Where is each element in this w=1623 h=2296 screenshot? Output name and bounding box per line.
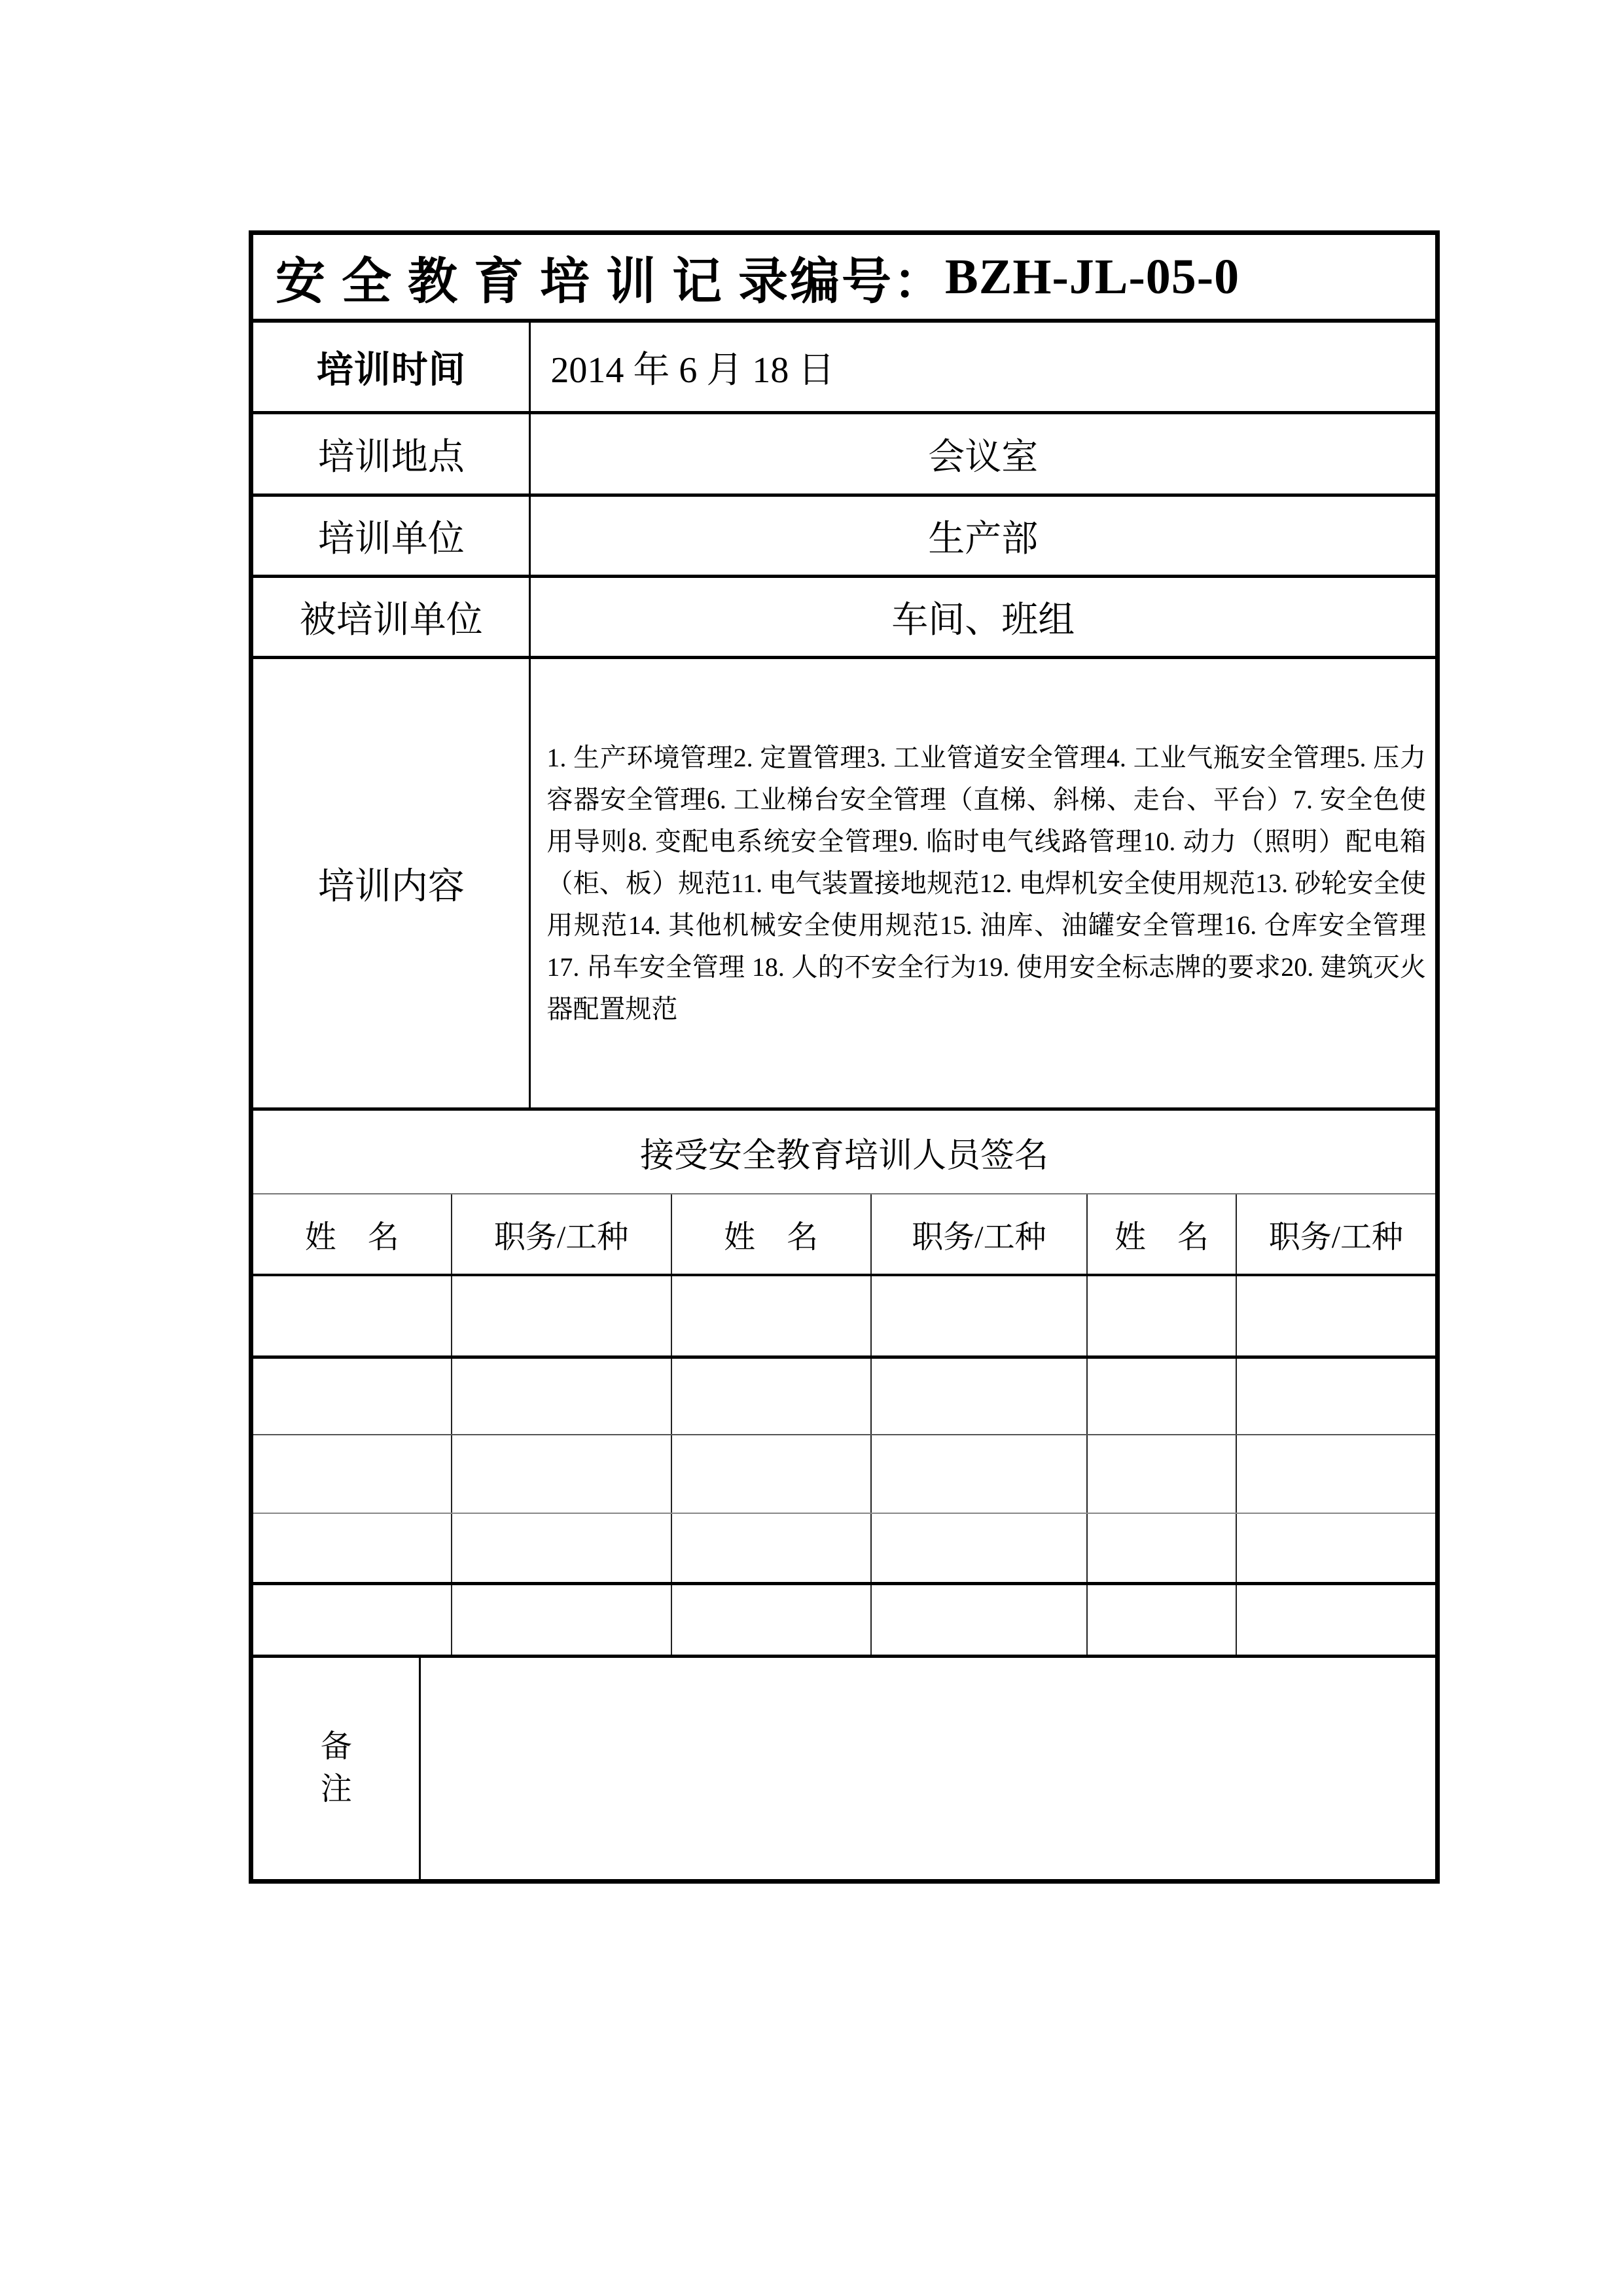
signature-cell [1086, 1276, 1236, 1355]
signature-cell [1086, 1585, 1236, 1655]
signature-cell [451, 1276, 671, 1355]
record-number-label: 编号： [790, 254, 945, 310]
signature-cell [1236, 1514, 1435, 1582]
signature-cell [253, 1585, 451, 1655]
signature-cell [870, 1435, 1086, 1513]
training-unit-value: 生产部 [928, 518, 1039, 560]
training-unit-row [253, 497, 1435, 578]
signature-empty-row [253, 1276, 1435, 1359]
signature-cell [671, 1276, 870, 1355]
training-time-label: 培训时间 [253, 323, 531, 411]
signature-cell [253, 1359, 451, 1434]
training-record-table [249, 230, 1440, 1884]
col-header-role-2: 职务/工种 [870, 1194, 1086, 1274]
signature-cell [671, 1585, 870, 1655]
signature-cell [671, 1514, 870, 1582]
training-content-text: 1. 生产环境管理2. 定置管理3. 工业管道安全管理4. 工业气瓶安全管理5. 压力容器安全管理6. 工业梯台安全管理（直梯、斜梯、走台、平台）7. 安全色使用导则8. 变配电系统安全管理9. 临时电气线路管理10. 动力（照明）配电箱（柜、板）规范11. 电气装置接地规范12. 电焊机安全使用规范13. 砂轮安全使用规范14. 其他机械安全使用规范15. 油库、油罐安全管理16. 仓库安全管理17. 吊车安全管理 18. 人的不安全行为19. 使用安全标志牌的要求20. 建筑灭火器配置规范 [546, 742, 1426, 1024]
signature-cell [671, 1435, 870, 1513]
signature-empty-row [253, 1514, 1435, 1585]
col-header-name-2: 姓 名 [671, 1194, 870, 1274]
training-place-row [253, 414, 1435, 497]
signature-cell [451, 1514, 671, 1582]
signature-empty-row [253, 1435, 1435, 1514]
training-content-label: 培训内容 [253, 659, 531, 1107]
training-place-value: 会议室 [928, 437, 1039, 478]
signature-cell [1236, 1276, 1435, 1355]
col-header-role-3: 职务/工种 [1236, 1194, 1435, 1274]
trained-unit-row [253, 578, 1435, 659]
signature-column-header-row [253, 1194, 1435, 1276]
signature-section-header: 接受安全教育培训人员签名 [253, 1111, 1435, 1194]
col-header-name-1: 姓 名 [304, 1220, 399, 1255]
training-time-row [253, 323, 1435, 414]
col-header-name-3: 姓 名 [1086, 1194, 1236, 1274]
note-row [253, 1658, 1435, 1879]
signature-cell [870, 1276, 1086, 1355]
trained-unit-label: 被培训单位 [253, 578, 531, 656]
signature-cell [1236, 1435, 1435, 1513]
note-value-area [421, 1658, 1435, 1879]
training-place-label: 培训地点 [253, 414, 531, 493]
signature-cell [1086, 1359, 1236, 1434]
signature-cell [451, 1359, 671, 1434]
signature-cell [451, 1585, 671, 1655]
trained-unit-value: 车间、班组 [891, 600, 1075, 641]
record-number-code: BZH-JL-05-0 [945, 249, 1240, 304]
note-label: 备注 [320, 1729, 352, 1806]
signature-cell [1086, 1435, 1236, 1513]
page-title: 安 全 教 育 培 训 记 录 [276, 254, 790, 310]
signature-cell [870, 1514, 1086, 1582]
training-time-value: 2014 年 6 月 18 日 [550, 350, 835, 391]
signature-cell [1236, 1359, 1435, 1434]
signature-cell [253, 1276, 451, 1355]
training-content-row [253, 659, 1435, 1111]
note-label-cell [253, 1658, 421, 1879]
signature-cell [870, 1585, 1086, 1655]
training-content-cell [531, 659, 1435, 1107]
signature-cell [1086, 1514, 1236, 1582]
signature-cell [671, 1359, 870, 1434]
signature-cell [1236, 1585, 1435, 1655]
signature-empty-row [253, 1359, 1435, 1435]
signature-cell [253, 1435, 451, 1513]
col-header-role-1: 职务/工种 [451, 1194, 671, 1274]
training-unit-label: 培训单位 [253, 497, 531, 575]
signature-cell [451, 1435, 671, 1513]
signature-cell [253, 1514, 451, 1582]
title-row [253, 235, 1435, 323]
signature-cell [870, 1359, 1086, 1434]
signature-empty-row [253, 1585, 1435, 1658]
